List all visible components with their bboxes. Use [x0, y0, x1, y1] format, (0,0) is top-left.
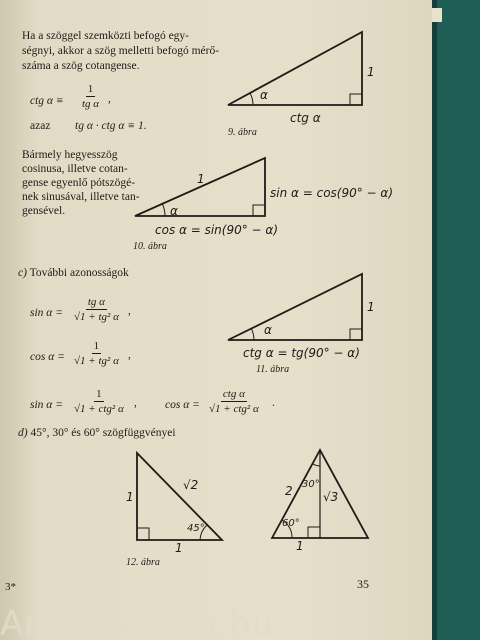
- section-d-label: d): [18, 427, 28, 439]
- fig10-caption: 10. ábra: [133, 241, 167, 252]
- fig10-hyp-label: 1: [197, 172, 205, 186]
- eq-sin2-numerator: 1: [96, 388, 102, 400]
- eq-sin2-lhs: sin α =: [30, 399, 63, 411]
- fig10-angle-label: α: [170, 204, 178, 218]
- figure-9-triangle: [228, 32, 362, 105]
- figure-10-triangle: [135, 158, 265, 216]
- eq-sin-fraction: [72, 296, 121, 323]
- eq-cos2-period: .: [272, 397, 275, 409]
- fig12-hyp-label: √2: [183, 478, 199, 492]
- fig12-eq-height-label: √3: [323, 490, 339, 504]
- para-line-1: Bármely hegyesszög: [22, 149, 118, 161]
- figure-11-triangle: [228, 274, 362, 340]
- fig11-angle-label: α: [264, 323, 272, 337]
- eq-sin-denominator: √1 + tg² α: [74, 311, 119, 323]
- ctg-def-comma: ,: [108, 93, 111, 105]
- para-line-4: nek sinusával, illetve tan-: [22, 191, 140, 203]
- fig9-side-label: 1: [367, 65, 375, 79]
- section-c-label: c): [18, 267, 27, 279]
- eq-cos-lhs: cos α =: [30, 351, 65, 363]
- fig11-caption: 11. ábra: [256, 364, 290, 375]
- fig12-bottom-label: 1: [175, 541, 183, 555]
- eq-sin2-fraction: [72, 388, 126, 415]
- fig9-caption: 9. ábra: [228, 127, 257, 138]
- eq-sin-lhs: sin α =: [30, 307, 63, 319]
- fig11-side-label: 1: [367, 300, 375, 314]
- eq-sin2-comma: ,: [134, 397, 137, 409]
- fig12-angle-label: 45°: [187, 523, 205, 534]
- eq-cos2-fraction: [207, 388, 261, 415]
- fig11-base-label: ctg α = tg(90° − α): [243, 346, 360, 360]
- signature-mark: 3*: [5, 581, 16, 593]
- intro-line-2: ségnyi, akkor a szög melletti befogó mérő-: [22, 45, 220, 57]
- fig12-eq-top-angle: 30°: [302, 479, 320, 490]
- fig9-angle-label: α: [260, 88, 268, 102]
- section-d-title: 45°, 30° és 60° szögfüggvényei: [30, 427, 176, 439]
- fig10-base-label: cos α = sin(90° − α): [155, 223, 279, 237]
- ctg-def-numerator: 1: [87, 83, 94, 95]
- eq-sin-comma: ,: [128, 305, 131, 317]
- section-d-header: [18, 426, 176, 441]
- eq-cos2-denominator: √1 + ctg² α: [209, 403, 259, 415]
- figure-12-right-triangle: [137, 453, 222, 540]
- fig9-base-label: ctg α: [290, 111, 321, 125]
- fig12-eq-left-label: 2: [285, 484, 293, 498]
- watermark: Antikvárium.hu: [0, 604, 275, 640]
- intro-line-3: száma a szög cotangense.: [22, 60, 140, 72]
- eq-cos2-lhs: cos α =: [165, 399, 200, 411]
- eq-cos-comma: ,: [128, 349, 131, 361]
- intro-line-1: Ha a szöggel szemközti befogó egy-: [22, 30, 190, 42]
- para-line-2: cosinusa, illetve cotan-: [22, 163, 128, 175]
- fig12-eq-bottom-label: 1: [296, 539, 304, 553]
- eq-cos-fraction: [72, 340, 121, 367]
- fig12-left-side-label: 1: [126, 490, 134, 504]
- eq-cos-numerator: 1: [93, 340, 100, 352]
- ctg-def-lhs: ctg α ≡: [30, 95, 64, 107]
- fig12-caption: 12. ábra: [126, 557, 160, 568]
- azaz-formula: tg α · ctg α ≡ 1.: [75, 120, 147, 132]
- section-c-header: [18, 266, 129, 281]
- eq-cos-denominator: √1 + tg² α: [74, 355, 119, 367]
- ctg-def-denominator: tg α: [82, 98, 100, 110]
- fig12-eq-angle-label: 60°: [282, 518, 300, 529]
- section-c-title: További azonosságok: [29, 267, 129, 279]
- page-number: 35: [357, 577, 369, 591]
- eq-cos2-numerator: ctg α: [222, 388, 245, 400]
- eq-sin2-denominator: √1 + ctg² α: [74, 403, 124, 415]
- para-line-3: gense egyenlő pótszögé-: [22, 177, 136, 189]
- eq-sin-numerator: tg α: [87, 296, 105, 308]
- fig10-right-label: sin α = cos(90° − α): [270, 186, 394, 200]
- azaz-word: azaz: [30, 120, 51, 132]
- para-line-5: gensével.: [22, 205, 66, 217]
